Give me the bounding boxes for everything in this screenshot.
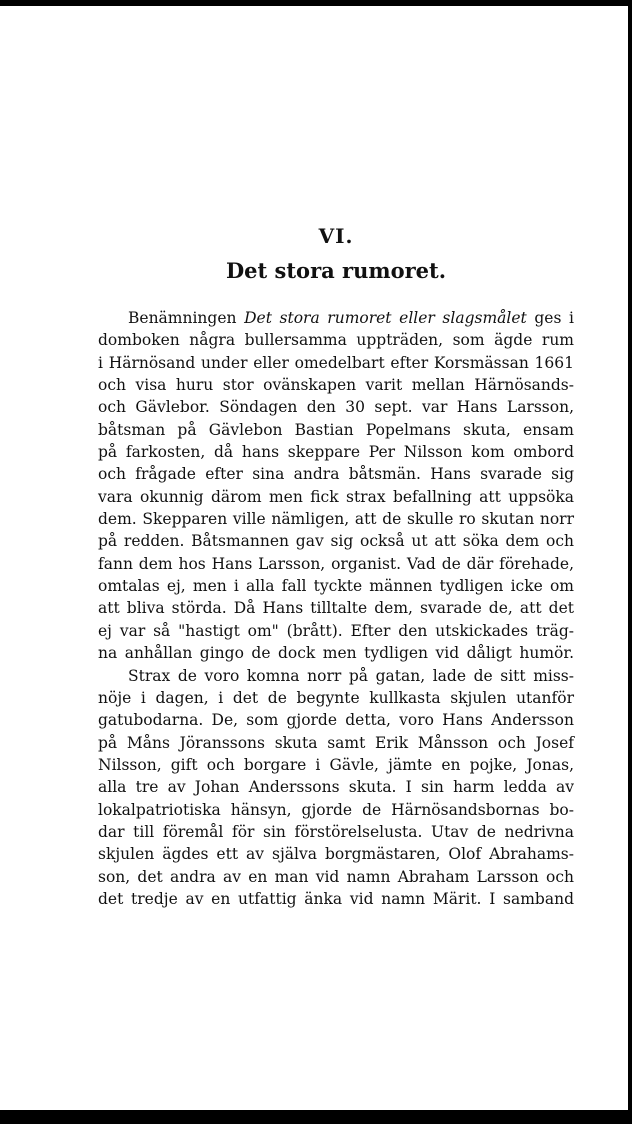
text-line: vara okunnig därom men fick strax befallning att uppsöka: [98, 487, 574, 506]
text-line: dar till föremål för sin förstörelselusta. Utav de nedrivna: [98, 822, 574, 841]
text-line: dem. Skepparen ville nämligen, att de skulle ro skutan norr: [98, 510, 574, 529]
text-line: omtalas ej, men i alla fall tyckte männen tydligen icke om: [98, 577, 574, 596]
line-text: ges i: [526, 309, 574, 327]
text-line: skjulen ägdes ett av själva borgmästaren, Olof Abrahams-: [98, 845, 574, 864]
text-line: att bliva störda. Då Hans tilltalte dem, svarade de, att det: [98, 599, 574, 618]
text-line: på farkosten, då hans skeppare Per Nilsson kom ombord: [98, 443, 574, 462]
text-line: ej var så "hastigt om" (brått). Efter den utskickades träg-: [98, 621, 574, 640]
emphasized-term: Det stora rumoret eller slagsmålet: [244, 309, 527, 327]
chapter-title: Det stora rumoret.: [225, 258, 447, 283]
text-line: båtsman på Gävlebon Bastian Popelmans skuta, ensam: [98, 420, 574, 439]
text-line: i Härnösand under eller omedelbart efter Korsmässan 1661: [98, 353, 574, 372]
text-line: Strax de voro komna norr på gatan, lade de sitt miss-: [128, 666, 574, 685]
text-line: na anhållan gingo de dock men tydligen vid dåligt humör.: [98, 644, 574, 663]
chapter-body: [98, 307, 574, 910]
text-line: son, det andra av en man vid namn Abraham Larsson och: [98, 867, 574, 886]
text-line: lokalpatriotiska hänsyn, gjorde de Härnösandsbornas bo-: [98, 800, 574, 819]
text-line: domboken några bullersamma uppträden, som ägde rum: [98, 331, 574, 350]
text-line: [98, 307, 574, 329]
text-line: och visa huru stor ovänskapen varit mellan Härnösands-: [98, 376, 574, 395]
text-line: alla tre av Johan Anderssons skuta. I sin harm ledda av: [98, 778, 574, 797]
text-line: och Gävlebor. Söndagen den 30 sept. var Hans Larsson,: [98, 398, 574, 417]
text-line: och frågade efter sina andra båtsmän. Hans svarade sig: [98, 465, 574, 484]
scan-edge-right: [628, 0, 632, 1124]
chapter-number: VI.: [318, 224, 354, 248]
text-line: på Måns Jöranssons skuta samt Erik Månsson och Josef: [98, 733, 574, 752]
text-line: gatubodarna. De, som gjorde detta, voro Hans Andersson: [98, 711, 574, 730]
scan-edge-top: [0, 0, 632, 6]
scan-edge-bottom: [0, 1110, 632, 1124]
text-line: nöje i dagen, i det de begynte kullkasta skjulen utanför: [98, 688, 574, 707]
text-line: fann dem hos Hans Larsson, organist. Vad de där förehade,: [98, 554, 574, 573]
text-line: på redden. Båtsmannen gav sig också ut att söka dem och: [98, 532, 574, 551]
line-text: Benämningen: [128, 309, 245, 327]
text-line: Nilsson, gift och borgare i Gävle, jämte en pojke, Jonas,: [98, 755, 574, 774]
text-line: det tredje av en utfattig änka vid namn Märit. I samband: [98, 889, 574, 908]
